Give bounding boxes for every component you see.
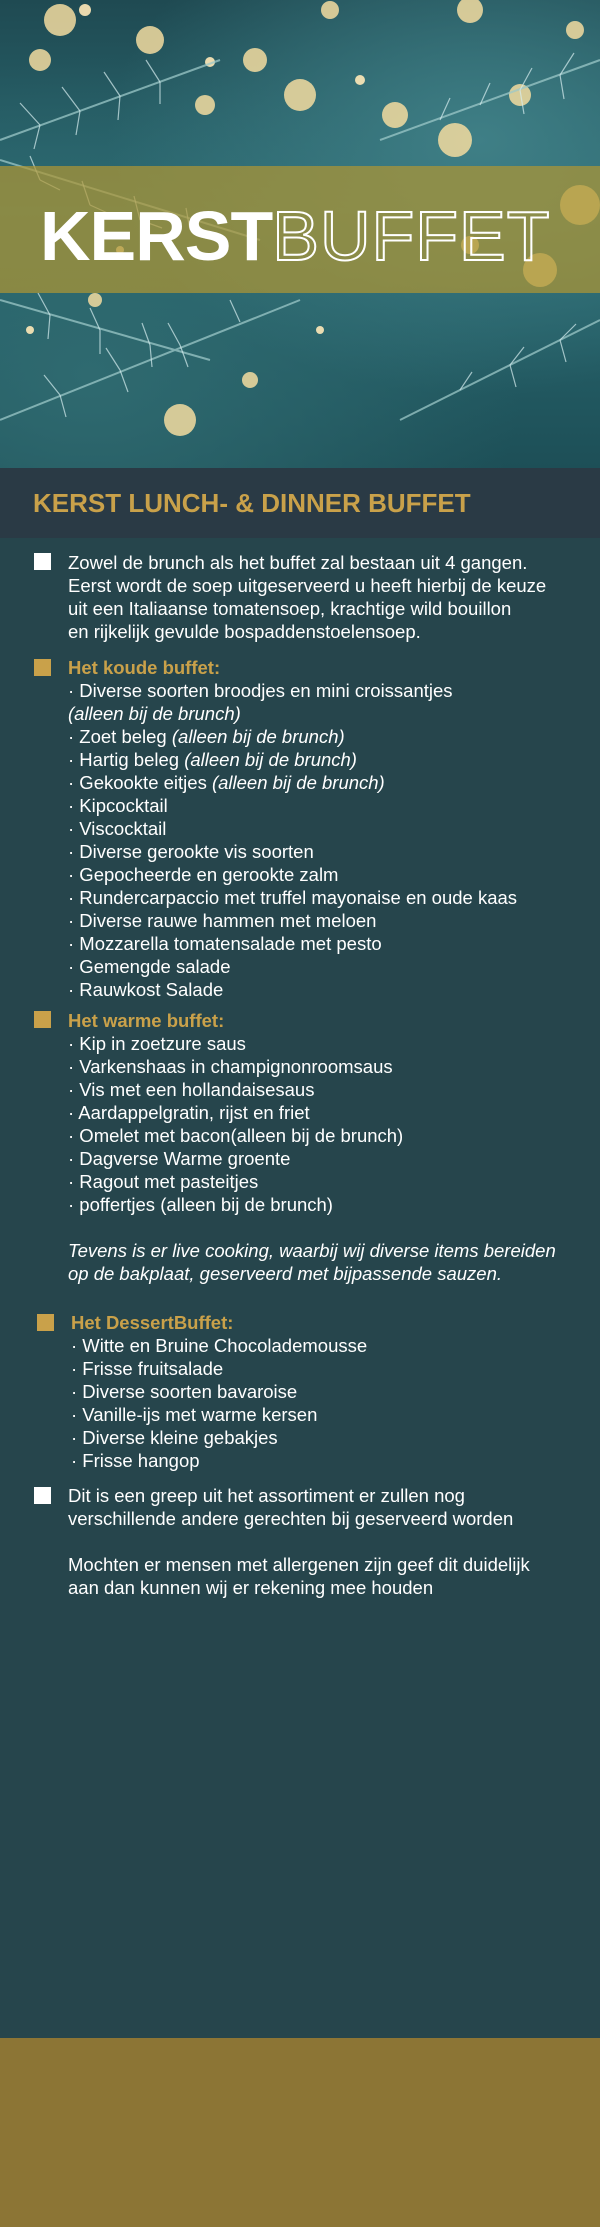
- bullet-square-icon: [34, 659, 51, 676]
- closing-text: [68, 1484, 513, 1530]
- list-item: · Vanille-ijs met warme kersen: [71, 1404, 318, 1425]
- list-item: · Frisse fruitsalade: [71, 1358, 224, 1379]
- hero-banner: [0, 0, 600, 468]
- dessert-section: [71, 1311, 233, 1334]
- list-item: · Kipcocktail: [68, 795, 168, 816]
- hero-title: [40, 196, 550, 276]
- list-item: · Diverse soorten broodjes en mini croissantjes: [68, 680, 453, 701]
- live-cooking-note: [68, 1239, 556, 1285]
- list-item: (alleen bij de brunch): [68, 703, 241, 724]
- list-item: · Zoet beleg (alleen bij de brunch): [68, 726, 345, 747]
- bullet-square-icon: [34, 1011, 51, 1028]
- list-item: · Witte en Bruine Chocolademousse: [71, 1335, 368, 1356]
- list-item: · Aardappelgratin, rijst en friet: [68, 1102, 310, 1123]
- koud-heading: Het koude buffet:: [68, 657, 221, 678]
- list-item: · Vis met een hollandaisesaus: [68, 1079, 315, 1100]
- intro-line: uit een Italiaanse tomatensoep, krachtige wild bouillon: [68, 598, 512, 619]
- warm-heading: Het warme buffet:: [68, 1010, 225, 1031]
- list-item: · Diverse kleine gebakjes: [71, 1427, 278, 1448]
- list-item: · Kip in zoetzure saus: [68, 1033, 246, 1054]
- list-item: · Omelet met bacon(alleen bij de brunch): [68, 1125, 404, 1146]
- closing-line: verschillende andere gerechten bij geserveerd worden: [68, 1508, 514, 1529]
- bullet-square-icon: [37, 1314, 54, 1331]
- live-cooking-line: Tevens is er live cooking, waarbij wij diverse items bereiden: [68, 1240, 556, 1261]
- section-title: KERST LUNCH- & DINNER BUFFET: [33, 488, 471, 518]
- closing-line: Dit is een greep uit het assortiment er zullen nog: [68, 1485, 465, 1506]
- list-item: · Gemengde salade: [68, 956, 231, 977]
- intro-line: en rijkelijk gevulde bospaddenstoelensoep.: [68, 621, 421, 642]
- list-item: · Dagverse Warme groente: [68, 1148, 291, 1169]
- list-item: · poffertjes (alleen bij de brunch): [68, 1194, 333, 1215]
- intro-line: Eerst wordt de soep uitgeserveerd u heeft hierbij de keuze: [68, 575, 547, 596]
- live-cooking-line: op de bakplaat, geserveerd met bijpassende sauzen.: [68, 1263, 503, 1284]
- bullet-square-icon: [34, 1487, 51, 1504]
- list-item: · Rauwkost Salade: [68, 979, 224, 1000]
- list-item: · Mozzarella tomatensalade met pesto: [68, 933, 382, 954]
- list-item: · Rundercarpaccio met truffel mayonaise en oude kaas: [68, 887, 518, 908]
- intro-line: Zowel de brunch als het buffet zal bestaan uit 4 gangen.: [68, 552, 528, 573]
- allergen-note: [68, 1553, 530, 1599]
- warm-list: [68, 1032, 403, 1216]
- list-item: · Hartig beleg (alleen bij de brunch): [68, 749, 357, 770]
- bullet-square-icon: [34, 553, 51, 570]
- intro-text: [68, 551, 546, 643]
- list-item: · Gepocheerde en gerookte zalm: [68, 864, 339, 885]
- list-item: · Diverse gerookte vis soorten: [68, 841, 314, 862]
- list-item: · Frisse hangop: [71, 1450, 200, 1471]
- dessert-heading: Het DessertBuffet:: [71, 1312, 234, 1333]
- list-item: · Gekookte eitjes (alleen bij de brunch): [68, 772, 385, 793]
- list-item: · Viscocktail: [68, 818, 167, 839]
- list-item: · Diverse rauwe hammen met meloen: [68, 910, 377, 931]
- footer-band: [0, 2038, 600, 2227]
- list-item: · Ragout met pasteitjes: [68, 1171, 259, 1192]
- koud-section: [68, 656, 220, 679]
- list-item: · Diverse soorten bavaroise: [71, 1381, 298, 1402]
- hero-title-outline: BUFFET: [272, 197, 551, 275]
- hero-title-solid: KERST: [40, 197, 273, 275]
- section-header: [0, 468, 600, 538]
- koud-list: [68, 679, 517, 1001]
- list-item: · Varkenshaas in champignonroomsaus: [68, 1056, 393, 1077]
- dessert-list: [71, 1334, 367, 1472]
- warm-section: [68, 1009, 224, 1032]
- allergen-line: Mochten er mensen met allergenen zijn geef dit duidelijk: [68, 1554, 530, 1575]
- allergen-line: aan dan kunnen wij er rekening mee houden: [68, 1577, 434, 1598]
